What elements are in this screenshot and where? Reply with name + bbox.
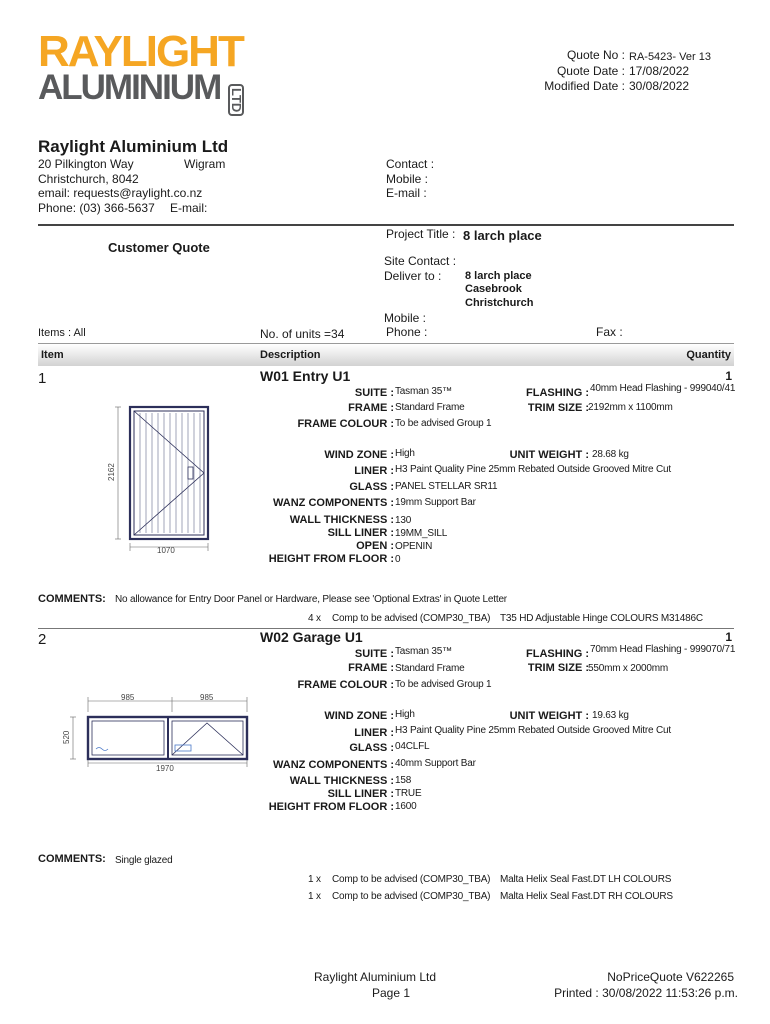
deliver-address-line-2: Casebrook xyxy=(465,283,522,295)
wanz-components-label: WANZ COMPONENTS : xyxy=(273,759,394,771)
contact-email-label: E-mail : xyxy=(386,186,427,200)
item-number: 1 xyxy=(38,370,47,387)
flashing-value: 70mm Head Flashing - 999070/71 xyxy=(590,644,736,655)
project-title-label: Project Title : xyxy=(386,227,456,241)
suite-label: SUITE : xyxy=(354,387,394,399)
modified-date-value: 30/08/2022 xyxy=(629,79,690,93)
sill-liner-value: TRUE xyxy=(395,788,422,799)
modified-date-label: Modified Date : xyxy=(544,79,625,93)
door-height-dim: 2162 xyxy=(107,463,116,481)
frame-value: Standard Frame xyxy=(395,663,465,674)
company-street: 20 Pilkington Way xyxy=(38,157,134,171)
extra-qty: 4 x xyxy=(308,613,321,624)
item-divider xyxy=(38,628,734,629)
project-phone-label: Phone : xyxy=(386,325,428,339)
project-mobile-label: Mobile : xyxy=(384,311,427,325)
extra-qty: 1 x xyxy=(308,891,321,902)
wanz-components-value: 19mm Support Bar xyxy=(395,497,476,508)
footer-page-number: Page 1 xyxy=(372,986,411,1000)
project-fax-label: Fax : xyxy=(596,325,623,339)
glass-value: PANEL STELLAR SR11 xyxy=(395,481,498,492)
flashing-label: FLASHING : xyxy=(526,387,589,399)
contact-label: Contact : xyxy=(386,157,435,171)
frame-colour-label: FRAME COLOUR : xyxy=(297,679,394,691)
height-from-floor-value: 1600 xyxy=(395,801,417,812)
wanz-components-label: WANZ COMPONENTS : xyxy=(273,497,394,509)
window-height-dim: 520 xyxy=(62,730,71,744)
height-from-floor-value: 0 xyxy=(395,554,401,565)
window-width-dim-right: 985 xyxy=(200,693,214,702)
quote-date-label: Quote Date : xyxy=(556,64,625,78)
liner-label: LINER : xyxy=(354,727,394,739)
extra-code: Comp to be advised (COMP30_TBA) xyxy=(332,891,491,902)
window-width-dim: 1970 xyxy=(156,764,174,773)
company-email-2: E-mail: xyxy=(170,201,208,215)
suite-label: SUITE : xyxy=(354,648,394,660)
extra-qty: 1 x xyxy=(308,874,321,885)
company-city: Christchurch, 8042 xyxy=(38,172,139,186)
open-value: OPENIN xyxy=(395,541,433,552)
frame-colour-label: FRAME COLOUR : xyxy=(297,418,394,430)
extra-description: Malta Helix Seal Fast.DT LH COLOURS xyxy=(500,874,672,885)
wind-zone-value: High xyxy=(395,709,415,720)
quote-no-value: RA-5423- Ver 13 xyxy=(629,51,711,63)
extra-code: Comp to be advised (COMP30_TBA) xyxy=(332,874,491,885)
project-title-value: 8 larch place xyxy=(463,228,542,243)
logo-text-ltd: LTD xyxy=(228,84,244,116)
items-filter: Items : All xyxy=(38,327,86,339)
logo-text-aluminium: ALUMINIUM xyxy=(38,68,221,107)
footer-version: NoPriceQuote V622265 xyxy=(607,970,734,984)
company-name: Raylight Aluminium Ltd xyxy=(38,137,229,156)
footer-printed: Printed : 30/08/2022 11:53:26 p.m. xyxy=(554,986,738,1000)
sill-liner-label: SILL LINER : xyxy=(327,788,394,800)
site-contact-label: Site Contact : xyxy=(384,254,457,268)
wall-thickness-value: 158 xyxy=(395,775,412,786)
divider-top xyxy=(38,224,734,226)
deliver-address-line-1: 8 larch place xyxy=(465,270,532,282)
item-quantity: 1 xyxy=(725,630,732,644)
company-logo xyxy=(38,27,273,113)
sill-liner-label: SILL LINER : xyxy=(327,527,394,539)
liner-value: H3 Paint Quality Pine 25mm Rebated Outside Grooved Mitre Cut xyxy=(395,464,671,475)
company-phone: Phone: (03) 366-5637 xyxy=(38,201,155,215)
wall-thickness-label: WALL THICKNESS : xyxy=(289,514,394,526)
glass-label: GLASS : xyxy=(349,481,394,493)
item-quantity: 1 xyxy=(725,369,732,383)
trim-size-value: 2192mm x 1100mm xyxy=(588,402,673,413)
column-header-item: Item xyxy=(41,349,64,361)
extra-code: Comp to be advised (COMP30_TBA) xyxy=(332,613,491,624)
frame-colour-value: To be advised Group 1 xyxy=(395,679,492,690)
quote-no-label: Quote No : xyxy=(566,48,625,62)
frame-label: FRAME : xyxy=(348,402,394,414)
door-drawing xyxy=(100,405,220,565)
liner-value: H3 Paint Quality Pine 25mm Rebated Outside Grooved Mitre Cut xyxy=(395,725,671,736)
sill-liner-value: 19MM_SILL xyxy=(395,528,448,539)
wind-zone-value: High xyxy=(395,448,415,459)
quote-date-value: 17/08/2022 xyxy=(629,64,690,78)
wind-zone-label: WIND ZONE : xyxy=(324,449,394,461)
unit-count: No. of units =34 xyxy=(260,327,345,341)
extra-description: Malta Helix Seal Fast.DT RH COLOURS xyxy=(500,891,673,902)
trim-size-label: TRIM SIZE : xyxy=(527,402,589,414)
frame-value: Standard Frame xyxy=(395,402,465,413)
glass-label: GLASS : xyxy=(349,742,394,754)
table-header-bar xyxy=(38,343,734,366)
open-label: OPEN : xyxy=(356,540,394,552)
unit-weight-value: 28.68 kg xyxy=(592,449,629,460)
liner-label: LINER : xyxy=(354,465,394,477)
company-suburb: Wigram xyxy=(184,157,226,171)
deliver-to-label: Deliver to : xyxy=(384,269,442,283)
wanz-components-value: 40mm Support Bar xyxy=(395,758,476,769)
item-title: W01 Entry U1 xyxy=(260,368,351,384)
logo-text-raylight: RAYLIGHT xyxy=(38,27,243,76)
height-from-floor-label: HEIGHT FROM FLOOR : xyxy=(268,801,394,813)
unit-weight-label: UNIT WEIGHT : xyxy=(509,710,589,722)
suite-value: Tasman 35™ xyxy=(395,386,452,397)
unit-weight-value: 19.63 kg xyxy=(592,710,629,721)
wall-thickness-label: WALL THICKNESS : xyxy=(289,775,394,787)
item-title: W02 Garage U1 xyxy=(260,629,363,645)
glass-value: 04CLFL xyxy=(395,741,430,752)
flashing-value: 40mm Head Flashing - 999040/41 xyxy=(590,383,736,394)
frame-colour-value: To be advised Group 1 xyxy=(395,418,492,429)
item-number: 2 xyxy=(38,631,47,648)
column-header-description: Description xyxy=(260,349,321,361)
customer-quote-heading: Customer Quote xyxy=(108,240,210,255)
comments-label: COMMENTS: xyxy=(38,853,106,865)
window-width-dim-left: 985 xyxy=(121,693,135,702)
frame-label: FRAME : xyxy=(348,662,394,674)
door-width-dim: 1070 xyxy=(157,546,175,555)
window-drawing xyxy=(55,690,255,780)
company-email: email: requests@raylight.co.nz xyxy=(38,186,203,200)
height-from-floor-label: HEIGHT FROM FLOOR : xyxy=(268,553,394,565)
comments-text: No allowance for Entry Door Panel or Hardware, Please see 'Optional Extras' in Quote Letter xyxy=(115,594,507,605)
column-header-quantity: Quantity xyxy=(686,349,731,361)
trim-size-value: 550mm x 2000mm xyxy=(588,663,669,674)
suite-value: Tasman 35™ xyxy=(395,646,452,657)
contact-mobile-label: Mobile : xyxy=(386,172,429,186)
unit-weight-label: UNIT WEIGHT : xyxy=(509,449,589,461)
wind-zone-label: WIND ZONE : xyxy=(324,710,394,722)
flashing-label: FLASHING : xyxy=(526,648,589,660)
comments-label: COMMENTS: xyxy=(38,593,106,605)
wall-thickness-value: 130 xyxy=(395,515,412,526)
deliver-address-line-3: Christchurch xyxy=(465,297,534,309)
trim-size-label: TRIM SIZE : xyxy=(527,662,589,674)
comments-text: Single glazed xyxy=(115,855,173,866)
footer-company: Raylight Aluminium Ltd xyxy=(314,970,437,984)
extra-description: T35 HD Adjustable Hinge COLOURS M31486C xyxy=(500,613,703,624)
